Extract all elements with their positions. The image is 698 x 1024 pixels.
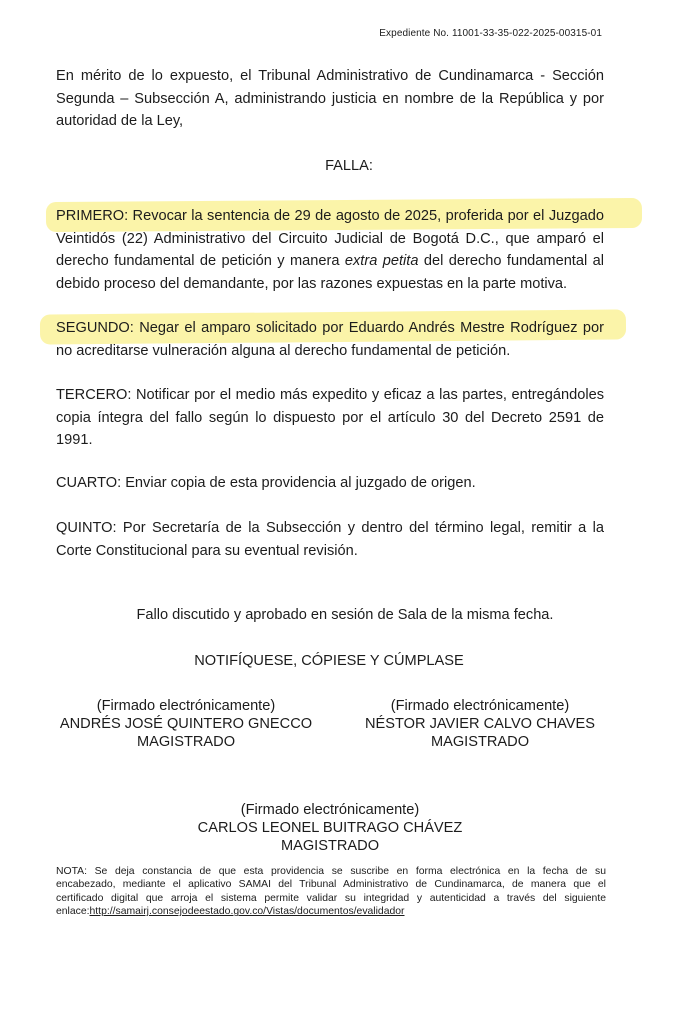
note-line xyxy=(56,905,606,918)
primero-line: PRIMERO: Revocar la sentencia de 29 de agosto de 2025, proferida por el Juzgado xyxy=(56,208,604,224)
intro-line: Segunda – Subsección A, administrando justicia en nombre de la República y por xyxy=(56,90,604,107)
tercero-line: TERCERO: Notificar por el medio más expedito y eficaz a las partes, entregándoles xyxy=(56,387,604,403)
primero-line-part: del derecho fundamental al xyxy=(418,253,604,270)
intro-paragraph xyxy=(56,65,604,133)
signer-role: MAGISTRADO xyxy=(136,734,236,750)
discussed-statement: Fallo discutido y aprobado en sesión de Sala de la misma fecha. xyxy=(136,607,554,623)
quinto-paragraph xyxy=(56,517,604,562)
electronic-signature-note xyxy=(56,865,606,919)
cuarto-paragraph xyxy=(56,472,604,495)
validator-link[interactable]: http://samairj.consejodeestado.gov.co/Vistas/documentos/evalidador xyxy=(89,906,405,918)
signed-label: (Firmado electrónicamente) xyxy=(390,698,570,714)
primero-paragraph xyxy=(56,205,604,295)
signature-block-2 xyxy=(346,697,614,751)
primero-line xyxy=(56,250,604,273)
notify-statement: NOTIFÍQUESE, CÓPIESE Y CÚMPLASE xyxy=(194,653,464,669)
signer-name: ANDRÉS JOSÉ QUINTERO GNECCO xyxy=(59,716,313,732)
case-number: Expediente No. 11001-33-35-022-2025-00315-01 xyxy=(379,28,602,39)
quinto-line: Corte Constitucional para su eventual revisión. xyxy=(56,542,358,559)
signer-role: MAGISTRADO xyxy=(280,838,380,854)
primero-line: Veintidós (22) Administrativo del Circuito Judicial de Bogotá D.C., que amparó el xyxy=(56,230,604,247)
signer-role: MAGISTRADO xyxy=(430,734,530,750)
signed-label: (Firmado electrónicamente) xyxy=(96,698,276,714)
segundo-line: no acreditarse vulneración alguna al derecho fundamental de petición. xyxy=(56,342,511,359)
segundo-paragraph xyxy=(56,317,604,362)
signature-block-3 xyxy=(180,801,480,855)
primero-line: debido proceso del demandante, por las razones expuestas en la parte motiva. xyxy=(56,275,568,292)
segundo-line: SEGUNDO: Negar el amparo solicitado por Eduardo Andrés Mestre Rodríguez por xyxy=(56,320,604,336)
note-line: certificado digital que arroja el sistema permite validar su integridad y autenticidad a través del siguiente xyxy=(56,892,606,904)
primero-line-part: derecho fundamental de petición y manera xyxy=(56,253,345,270)
signer-name: NÉSTOR JAVIER CALVO CHAVES xyxy=(364,716,596,732)
signature-block-1 xyxy=(48,697,324,751)
primero-italic: extra petita xyxy=(344,253,419,270)
quinto-line: QUINTO: Por Secretaría de la Subsección y dentro del término legal, remitir a la xyxy=(56,520,604,536)
cuarto-line: CUARTO: Enviar copia de esta providencia al juzgado de origen. xyxy=(56,475,476,491)
tercero-paragraph xyxy=(56,384,604,452)
signed-label: (Firmado electrónicamente) xyxy=(240,802,420,818)
intro-line: autoridad de la Ley, xyxy=(56,113,184,130)
note-line: encabezado, mediante el aplicativo SAMAI del Tribunal Administrativo de Cundinamarca, de manera que el xyxy=(56,879,606,891)
note-line: NOTA: Se deja constancia de que esta providencia se suscribe en forma electrónica en la fecha de su xyxy=(56,866,606,877)
tercero-line: copia íntegra del fallo según lo dispuesto por el artículo 30 del Decreto 2591 de xyxy=(56,409,604,426)
signer-name: CARLOS LEONEL BUITRAGO CHÁVEZ xyxy=(197,820,463,836)
tercero-line: 1991. xyxy=(56,432,93,449)
note-link-prefix: enlace: xyxy=(56,906,90,918)
falla-heading: FALLA: xyxy=(325,158,373,174)
intro-line: En mérito de lo expuesto, el Tribunal Administrativo de Cundinamarca - Sección xyxy=(56,68,604,84)
